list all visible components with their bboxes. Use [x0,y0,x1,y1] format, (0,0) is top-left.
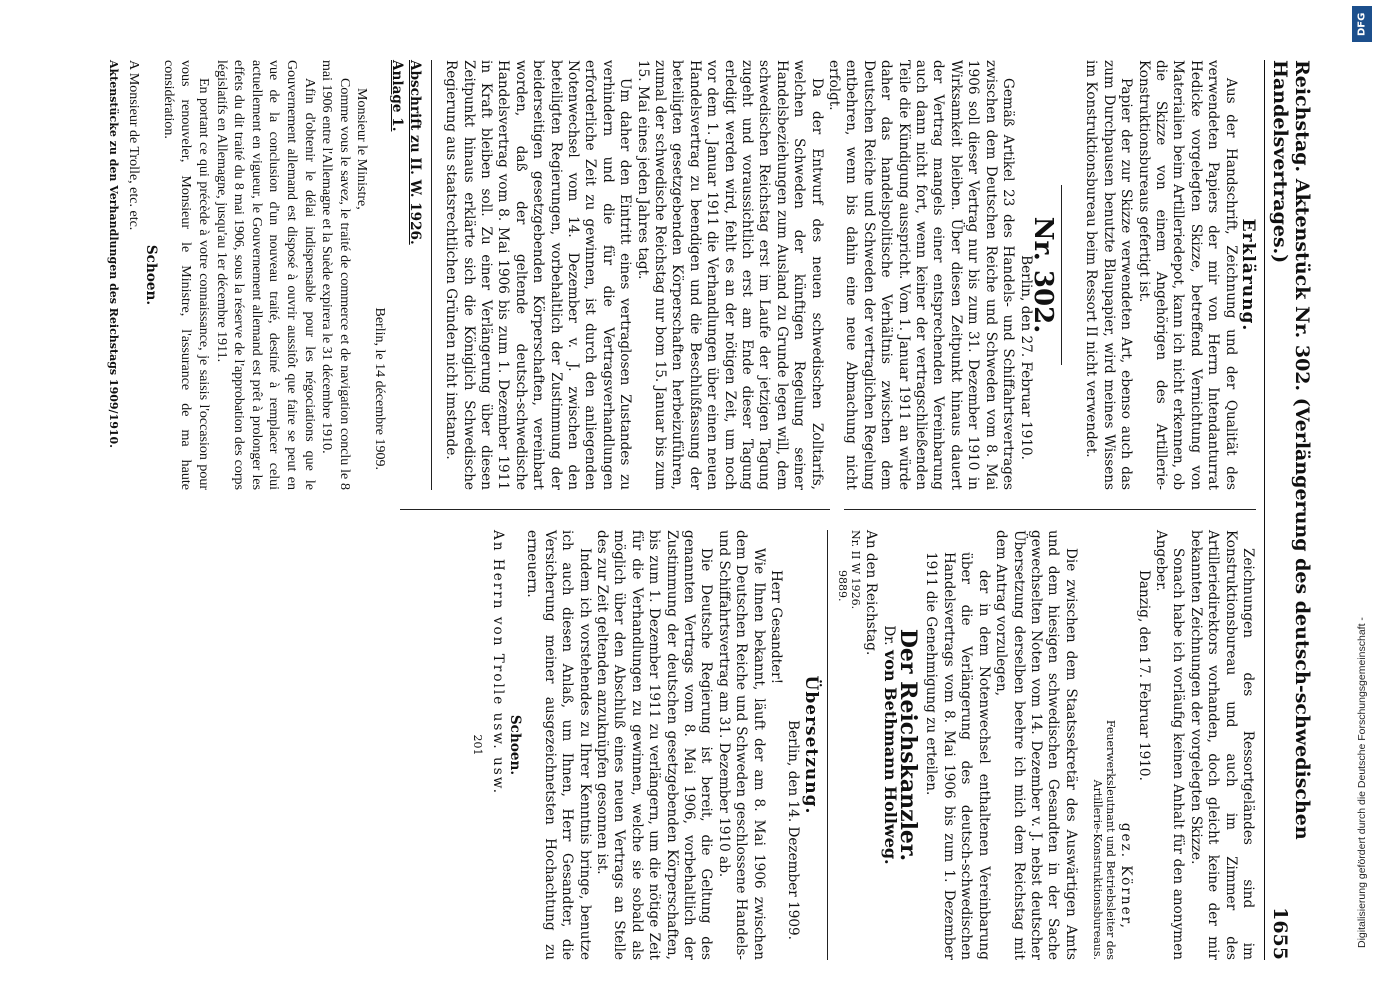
nr302-paragraph-3: Um daher den Eintritt eines vertraglosen Zustandes zu verhindern und die für die Vertragsverhandlungen erforderliche Zeit zu gewinnen, ist durch den anliegenden Notenwechsel vom 14. Dezember v. J. zwischen den beteiligten Regierungen, vorbehaltlich der Zustimmung der beiderseitigen gesetzgebenden Körperschaften, vereinbart worden, daß der geltende deutsch-schwedische Handelsvertrag vom 8. Mai 1906 bis zum 1. Dezember 1911 in Kraft bleiben soll. Zu einer Verlängerung über diesen Zeitpunkt hinaus erklärte sich die Königlich Schwedische Regierung aus staatsrechtlichen Gründen nicht imstande. [443,60,634,490]
nr302-reference-2: 9889. [835,570,849,602]
section-rule [1061,185,1062,365]
sheet-number: 201 [471,734,485,756]
running-header-title: Reichstag. Aktenstück Nr. 302. (Verlängerung des deutsch-schwedischen Handelsvertrages.) [1269,60,1313,840]
uebersetzung-title: Übersetzung. [800,675,821,815]
section-rule-2 [431,60,432,490]
anlage-label: Anlage 1. [389,60,406,132]
uebersetzung-recipient: An Herrn von Trolle usw. usw. [489,530,506,796]
abschrift-title: Abschrift zu II. W. 1926. [406,60,423,245]
abschrift-footer: Aktenstücke zu den Verhandlungen des Reichstags 1909/1910. [107,60,121,448]
uebersetzung-salutation: Herr Gesandter! [768,570,785,685]
erklaerung-paragraph-1: Aus der Handschrift, Zeichnung und der Qualität des verwendeten Papiers der mir von Herrn Intendanturrat Hedicke vorgelegten Skizze, betreffend Vernichtung von Materialien beim Artilleriedepot, kann ich nicht erkennen, ob die Skizze von einem Angehörigen des Artillerie-Konstruktionsbureaus gefertigt ist. [1135,60,1239,490]
erklaerung-role-1: Feuerwerksleutnant und Betriebsleiter des [1103,719,1117,960]
erklaerung-role-2: Artillerie-Konstruktionsbureaus. [1090,779,1104,960]
nr302-reference-1: Nr. II W 1926. [848,530,862,610]
nr302-paragraph-1: Gemäß Artikel 23 des Handels- und Schiffahrtsvertrages zwischen dem Deutschen Reiche und Schweden vom 8. Mai 1906 soll dieser Vertrag nur bis zum 31. Dezember 1910 in Wirksamkeit bleiben. Über diesen Zeitpunkt hinaus dauert der Vertrag mangels einer entsprechenden Vereinbarung auch dann nicht fort, wenn keiner der vertragschließenden Teile die Kündigung ausspricht. Vom 1. Januar 1911 an würde daher das handelspolitische Verhältnis zwischen dem Deutschen Reiche und Schweden der vertraglichen Regelung entbehren, wenn bis dahin eine neue Abmachung nicht erfolgt. [826,60,1017,490]
abschrift-signature: Schoen. [143,244,160,306]
nr302-paragraph-2: Da der Entwurf des neuen schwedischen Zolltarifs, welchen Schweden der künftigen Regelung seiner Handelsbeziehungen zum Ausland zu Grunde legen will, dem schwedischen Reichstag erst im Laufe der jetzigen Tagung zugeht und voraussichtlich erst am Ende dieser Tagung erledigt werden wird, fehlt es an der nötigen Zeit, um noch vor dem 1. Januar 1911 die Verhandlungen über einen neuen Handelsvertrag zu beendigen und die Beschlußfassung der beteiligten gesetzgebenden Körperschaften herbeizuführen, zumal der schwedische Reichstag nur bom 15. Januar bis zum 15. Mai eines jeden Jahres tagt. [634,60,825,490]
erklaerung-paragraph-4: Sonach habe ich vorläufig keinen Anhalt für den anonymen Angeber. [1152,530,1187,960]
erklaerung-title: Erklärung. [1238,218,1258,332]
abschrift-paragraph-1: Comme vous le savez, le traité de commerce et de navigation conclu le 8 mai 1906 entre l'Allemagne et la Suède expirera le 31 décembre 1910. [319,60,352,490]
erklaerung-place-date: Danzig, den 17. Februar 1910. [1135,570,1152,781]
column-divider-top [844,509,1256,510]
erklaerung-signed: gez. Körner, [1118,822,1135,930]
nr302-paragraph-5: der in dem Notenwechsel enthaltenen Vereinbarung über die Verlängerung des deutsch-schwedischen Handelsvertrags vom 8. Mai 1906 bis zum 1. Dezember 1911 die Genehmigung zu erteilen. [923,552,992,960]
erklaerung-paragraph-2: Papier der zur Skizze verwendeten Art, ebenso auch das zum Durchpausen benutzte Blaupapier, wird meines Wissens im Konstruktionsbureau beim Ressort II nicht verwendet. [1083,60,1135,490]
running-header [1264,60,1313,960]
abschrift-paragraph-2: Afin d'obtenir le délai indispensable pour les négociations que le Gouvernement allemand est disposé à ouvrir aussitôt que faire se peut en vue de la conclusion d'un nouveau traité, destiné à remplacer celui actuellement en vigueur, le Gouvernement allemand est prêt à prolonger les effets du dit traité du 8 mai 1906, sous la réserve de l'approbation des corps législatifs en Allemagne, jusqu'au 1er décembre 1911. [213,60,317,490]
abschrift-recipient: A Monsieur de Trolle, etc. etc. [125,60,141,231]
uebersetzung-paragraph-3: Indem ich vorstehendes zu Ihrer Kenntnis bringe, benutze ich auch diesen Anlaß, um Ihnen, Herr Gesandter, die Versicherung meiner ausgezeichnetsten Hochachtung zu erneuern. [524,530,593,960]
nr302-chancellor-prefix: Dr. [880,625,897,646]
dfg-logo: DFG [1352,6,1372,42]
abschrift-salutation: Monsieur le Ministre, [354,88,370,210]
nr302-chancellor: von Bethmann Hollweg. [880,649,900,865]
section-rule-3 [827,530,828,960]
nr302-title: Nr. 302. [1027,216,1058,334]
nr302-date: Berlin, den 27. Februar 1910. [1017,255,1034,460]
uebersetzung-paragraph-1: Wie Ihnen bekannt, läuft der am 8. Mai 1906 zwischen dem Deutschen Reiche und Schweden geschlossene Handels- und Schiffahrtsvertrag am 31. Dezember 1910 ab. [715,530,767,960]
uebersetzung-paragraph-2: Die Deutsche Regierung ist bereit, die Geltung des genannten Vertrags vom 8. Mai 1906, vorbehaltlich der Zustimmung der deutschen gesetzgebenden Körperschaften, bis zum 1. Dezember 1911 zu verlängern, um die nötige Zeit für die Verhandlungen zu gewinnen, welche sie sobald als möglich über den Abschluß eines neuen Vertrags an Stelle des zur Zeit geltenden anzuknüpfen gesonnen ist. [594,530,715,960]
nr302-addressee: An den Reichstag. [863,530,880,656]
erklaerung-paragraph-3: Zeichnungen des Ressortgeländes sind im Konstruktionsbureau und auch im Zimmer des Artilleriedirektors vorhanden, doch gleicht keine der mir bekannten Zeichnungen der vorgelegten Skizze. [1187,530,1256,960]
right-column [471,530,1256,960]
uebersetzung-date: Berlin, den 14. Dezember 1909. [785,720,802,940]
dfg-credit-text: Digitalisierung gefördert durch die Deutsche Forschungsgemeinschaft - [1356,617,1368,948]
nr302-office: Der Reichskanzler. [895,628,922,862]
nr302-chancellor-line [879,530,898,960]
column-divider-bottom [400,509,830,510]
abschrift-paragraph-3: En portant ce qui précède à votre connaissance, je saisis l'occasion pour vous renouveler, Monsieur le Ministre, l'assurance de ma haute considération. [160,60,211,490]
page-number: 1655 [1269,907,1291,960]
abschrift-date: Berlin, le 14 décembre 1909. [371,307,387,470]
left-column [107,60,1256,490]
rotated-page-content [60,60,1313,960]
nr302-paragraph-4: Die zwischen dem Staatssekretär des Auswärtigen Amts und dem hiesigen schwedischen Gesandten in der Sache gewechselten Noten vom 14. Dezember v. J. nebst deutscher Übersetzung derselben beehre ich mich dem Reichstag mit dem Antrag vorzulegen, [993,530,1079,960]
uebersetzung-signature: Schoen. [506,714,523,776]
